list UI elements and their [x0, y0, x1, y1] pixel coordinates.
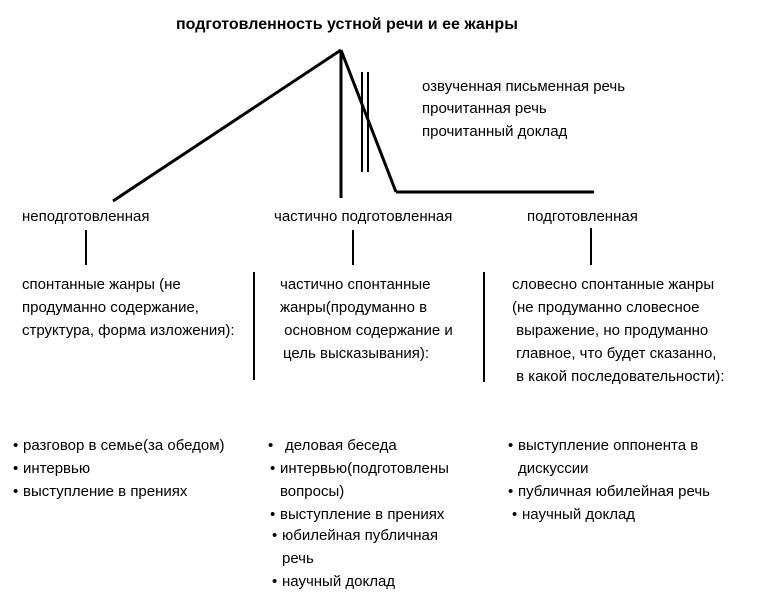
- list-item-label: разговор в семье(за обедом): [23, 437, 225, 454]
- list-item-continuation: [282, 547, 314, 570]
- list-item: [272, 524, 438, 547]
- reading-note-line-3: прочитанный доклад: [422, 123, 568, 140]
- list-item: [13, 480, 187, 503]
- list-item: [13, 434, 225, 457]
- list-item: [508, 480, 710, 503]
- desc-partial-2: жанры(продуманно в: [280, 299, 428, 316]
- reading-note-line-2: прочитанная речь: [422, 100, 547, 117]
- list-item-label: речь: [282, 550, 314, 567]
- bullet-icon: •: [13, 483, 19, 500]
- list-item: [268, 434, 397, 457]
- list-item-label: публичная юбилейная речь: [518, 483, 710, 500]
- level-label-partial: частично подготовленная: [274, 208, 453, 225]
- list-item: [508, 434, 698, 457]
- list-item-label: деловая беседа: [285, 437, 397, 454]
- list-item-label: выступление в прениях: [280, 506, 445, 523]
- list-item: [512, 503, 635, 526]
- desc-prepared-4: главное, что будет сказанно,: [512, 345, 717, 362]
- reading-note-line-1: озвученная письменная речь: [422, 78, 626, 95]
- desc-partial-1: частично спонтанные: [280, 276, 431, 293]
- slope-left-line: [113, 50, 341, 201]
- level-label-unprepared: неподготовленная: [22, 208, 150, 225]
- desc-partial-3: основном содержание и: [280, 322, 453, 339]
- desc-prepared-5: в какой последовательности):: [512, 368, 725, 385]
- list-item-label: интервью: [23, 460, 91, 477]
- desc-unprepared-3: структура, форма изложения):: [22, 322, 235, 339]
- bullet-icon: •: [268, 437, 274, 454]
- list-item: [270, 457, 449, 480]
- bullet-icon: •: [508, 437, 514, 454]
- bullet-icon: •: [270, 460, 276, 477]
- list-item: [13, 457, 90, 480]
- desc-unprepared-1: спонтанные жанры (не: [22, 276, 181, 293]
- desc-unprepared-2: продуманно содержание,: [22, 299, 199, 316]
- bullet-icon: •: [272, 573, 278, 590]
- list-item: [272, 570, 395, 593]
- list-item: [270, 503, 444, 526]
- desc-prepared-2: (не продуманно словесное: [512, 299, 700, 316]
- bullet-icon: •: [508, 483, 514, 500]
- list-item-label: научный доклад: [282, 573, 396, 590]
- desc-partial-4: цель высказывания):: [283, 345, 430, 362]
- diagram-title: подготовленность устной речи и ее жанры: [176, 16, 518, 33]
- list-item-label: научный доклад: [522, 506, 636, 523]
- bullet-icon: •: [270, 506, 276, 523]
- list-item-label: выступление в прениях: [23, 483, 188, 500]
- list-item-label: выступление оппонента в: [518, 437, 699, 454]
- desc-prepared-1: словесно спонтанные жанры: [512, 276, 715, 293]
- list-item-label: интервью(подготовлены: [280, 460, 449, 477]
- level-label-prepared: подготовленная: [527, 208, 638, 225]
- list-item-label: вопросы): [280, 483, 345, 500]
- list-item-continuation: [518, 457, 588, 480]
- desc-prepared-3: выражение, но продуманно: [512, 322, 709, 339]
- bullet-icon: •: [272, 527, 278, 544]
- bullet-icon: •: [13, 437, 19, 454]
- list-item-label: дискуссии: [518, 460, 589, 477]
- list-item-label: юбилейная публичная: [282, 527, 439, 544]
- bullet-icon: •: [13, 460, 19, 477]
- list-item-continuation: [280, 480, 344, 503]
- bullet-icon: •: [512, 506, 518, 523]
